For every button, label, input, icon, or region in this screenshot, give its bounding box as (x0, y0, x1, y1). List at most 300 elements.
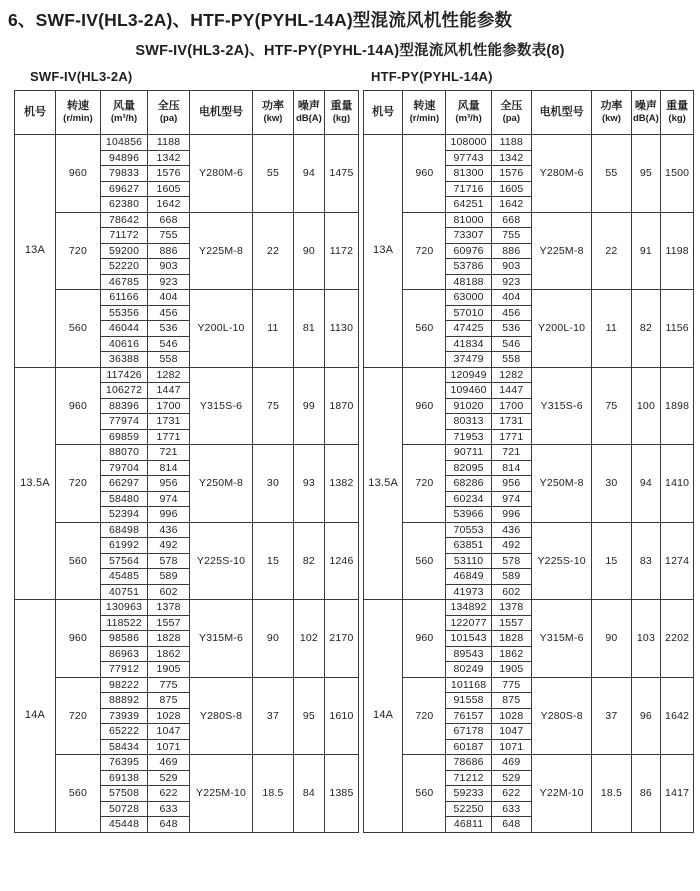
col-header-power: 功率 (kw) (253, 91, 294, 135)
weight-cell: 1274 (661, 522, 694, 600)
pressure-cell: 923 (491, 274, 531, 290)
pressure-cell: 1047 (148, 724, 190, 740)
airflow-cell: 122077 (446, 615, 491, 631)
airflow-cell: 58480 (100, 491, 147, 507)
airflow-cell: 89543 (446, 646, 491, 662)
data-row (15, 367, 359, 383)
airflow-cell: 98222 (100, 677, 147, 693)
motor-model-cell: Y225M-8 (531, 212, 591, 290)
data-row (15, 755, 359, 771)
pressure-cell: 1342 (491, 150, 531, 166)
pressure-cell: 1862 (491, 646, 531, 662)
airflow-cell: 40751 (100, 584, 147, 600)
noise-cell: 95 (631, 135, 661, 213)
airflow-cell: 86963 (100, 646, 147, 662)
motor-model-cell: Y280S-8 (531, 677, 591, 755)
weight-cell: 1198 (661, 212, 694, 290)
airflow-cell: 106272 (100, 383, 147, 399)
airflow-cell: 46849 (446, 569, 491, 585)
pressure-cell: 1700 (148, 398, 190, 414)
pressure-cell: 1828 (148, 631, 190, 647)
pressure-cell: 1342 (148, 150, 190, 166)
pressure-cell: 1731 (148, 414, 190, 430)
pressure-cell: 1576 (491, 166, 531, 182)
weight-cell: 1642 (661, 677, 694, 755)
power-cell: 75 (592, 367, 631, 445)
pressure-cell: 589 (148, 569, 190, 585)
pressure-cell: 1862 (148, 646, 190, 662)
airflow-cell: 59200 (100, 243, 147, 259)
pressure-cell: 602 (491, 584, 531, 600)
motor-model-cell: Y22M-10 (531, 755, 591, 833)
airflow-cell: 57508 (100, 786, 147, 802)
airflow-cell: 65222 (100, 724, 147, 740)
motor-model-cell: Y225S-10 (190, 522, 253, 600)
pressure-cell: 1905 (491, 662, 531, 678)
airflow-cell: 53110 (446, 553, 491, 569)
airflow-cell: 73307 (446, 228, 491, 244)
pressure-cell: 1282 (148, 367, 190, 383)
pressure-cell: 1378 (491, 600, 531, 616)
speed-cell: 960 (403, 135, 446, 213)
pressure-cell: 536 (148, 321, 190, 337)
airflow-cell: 52250 (446, 801, 491, 817)
airflow-cell: 94896 (100, 150, 147, 166)
airflow-cell: 60234 (446, 491, 491, 507)
noise-cell: 83 (631, 522, 661, 600)
pressure-cell: 436 (491, 522, 531, 538)
airflow-cell: 46044 (100, 321, 147, 337)
pressure-cell: 668 (491, 212, 531, 228)
power-cell: 90 (592, 600, 631, 678)
data-row (364, 755, 694, 771)
weight-cell: 1156 (661, 290, 694, 368)
motor-model-cell: Y225S-10 (531, 522, 591, 600)
airflow-cell: 108000 (446, 135, 491, 151)
power-cell: 15 (253, 522, 294, 600)
data-row (364, 445, 694, 461)
pressure-cell: 1828 (491, 631, 531, 647)
pressure-cell: 633 (491, 801, 531, 817)
airflow-cell: 78686 (446, 755, 491, 771)
pressure-cell: 456 (148, 305, 190, 321)
motor-model-cell: Y280S-8 (190, 677, 253, 755)
airflow-cell: 104856 (100, 135, 147, 151)
airflow-cell: 91020 (446, 398, 491, 414)
col-header-model: 机号 (364, 91, 403, 135)
pressure-cell: 1557 (491, 615, 531, 631)
pressure-cell: 903 (148, 259, 190, 275)
airflow-cell: 118522 (100, 615, 147, 631)
data-row (364, 212, 694, 228)
speed-cell: 960 (55, 600, 100, 678)
weight-cell: 1172 (324, 212, 358, 290)
airflow-cell: 60187 (446, 739, 491, 755)
weight-cell: 1382 (324, 445, 358, 523)
pressure-cell: 536 (491, 321, 531, 337)
pressure-cell: 589 (491, 569, 531, 585)
power-cell: 90 (253, 600, 294, 678)
power-cell: 18.5 (592, 755, 631, 833)
motor-model-cell: Y315M-6 (531, 600, 591, 678)
pressure-cell: 469 (491, 755, 531, 771)
noise-cell: 96 (631, 677, 661, 755)
airflow-cell: 46811 (446, 817, 491, 833)
speed-cell: 720 (403, 212, 446, 290)
motor-model-cell: Y280M-6 (190, 135, 253, 213)
right-table-section (363, 69, 694, 833)
pressure-cell: 1447 (491, 383, 531, 399)
motor-model-cell: Y200L-10 (190, 290, 253, 368)
airflow-cell: 67178 (446, 724, 491, 740)
airflow-cell: 60976 (446, 243, 491, 259)
data-row (364, 367, 694, 383)
fan-model-cell: 14A (364, 600, 403, 833)
speed-cell: 720 (403, 445, 446, 523)
col-header-pressure: 全压 (pa) (148, 91, 190, 135)
airflow-cell: 41973 (446, 584, 491, 600)
pressure-cell: 886 (148, 243, 190, 259)
airflow-cell: 48188 (446, 274, 491, 290)
pressure-cell: 1771 (148, 429, 190, 445)
airflow-cell: 41834 (446, 336, 491, 352)
airflow-cell: 73939 (100, 708, 147, 724)
data-row (15, 677, 359, 693)
pressure-cell: 622 (491, 786, 531, 802)
weight-cell: 1475 (324, 135, 358, 213)
pressure-cell: 956 (491, 476, 531, 492)
power-cell: 75 (253, 367, 294, 445)
power-cell: 37 (592, 677, 631, 755)
pressure-cell: 469 (148, 755, 190, 771)
airflow-cell: 81000 (446, 212, 491, 228)
speed-cell: 720 (55, 445, 100, 523)
airflow-cell: 53966 (446, 507, 491, 523)
pressure-cell: 546 (148, 336, 190, 352)
fan-model-cell: 13A (15, 135, 56, 368)
speed-cell: 560 (55, 522, 100, 600)
pressure-cell: 974 (148, 491, 190, 507)
pressure-cell: 602 (148, 584, 190, 600)
airflow-cell: 63000 (446, 290, 491, 306)
page-subtitle: SWF-IV(HL3-2A)、HTF-PY(PYHL-14A)型混流风机性能参数表(8) (135, 43, 565, 59)
weight-cell: 1870 (324, 367, 358, 445)
col-header-motor: 电机型号 (531, 91, 591, 135)
airflow-cell: 63851 (446, 538, 491, 554)
weight-cell: 1385 (324, 755, 358, 833)
pressure-cell: 755 (491, 228, 531, 244)
airflow-cell: 76157 (446, 708, 491, 724)
col-header-noise: 噪声 dB(A) (293, 91, 324, 135)
pressure-cell: 903 (491, 259, 531, 275)
airflow-cell: 64251 (446, 197, 491, 213)
fan-model-cell: 13.5A (364, 367, 403, 600)
power-cell: 30 (592, 445, 631, 523)
airflow-cell: 76395 (100, 755, 147, 771)
col-header-model: 机号 (15, 91, 56, 135)
airflow-cell: 58434 (100, 739, 147, 755)
left-table-label: SWF-IV(HL3-2A) (30, 69, 133, 84)
noise-cell: 84 (293, 755, 324, 833)
pressure-cell: 1047 (491, 724, 531, 740)
airflow-cell: 36388 (100, 352, 147, 368)
pressure-cell: 775 (148, 677, 190, 693)
data-row (15, 135, 359, 151)
airflow-cell: 98586 (100, 631, 147, 647)
col-header-airflow: 风量 (m³/h) (446, 91, 491, 135)
pressure-cell: 996 (148, 507, 190, 523)
speed-cell: 960 (403, 367, 446, 445)
power-cell: 55 (592, 135, 631, 213)
motor-model-cell: Y200L-10 (531, 290, 591, 368)
pressure-cell: 1447 (148, 383, 190, 399)
pressure-cell: 648 (491, 817, 531, 833)
airflow-cell: 130963 (100, 600, 147, 616)
pressure-cell: 1378 (148, 600, 190, 616)
data-row (364, 600, 694, 616)
speed-cell: 560 (55, 755, 100, 833)
pressure-cell: 668 (148, 212, 190, 228)
pressure-cell: 622 (148, 786, 190, 802)
weight-cell: 1410 (661, 445, 694, 523)
noise-cell: 81 (293, 290, 324, 368)
speed-cell: 960 (55, 135, 100, 213)
motor-model-cell: Y280M-6 (531, 135, 591, 213)
airflow-cell: 55356 (100, 305, 147, 321)
pressure-cell: 875 (491, 693, 531, 709)
airflow-cell: 91558 (446, 693, 491, 709)
power-cell: 11 (253, 290, 294, 368)
weight-cell: 2202 (661, 600, 694, 678)
airflow-cell: 82095 (446, 460, 491, 476)
airflow-cell: 79833 (100, 166, 147, 182)
weight-cell: 1500 (661, 135, 694, 213)
col-header-motor: 电机型号 (190, 91, 253, 135)
pressure-cell: 648 (148, 817, 190, 833)
airflow-cell: 46785 (100, 274, 147, 290)
motor-model-cell: Y250M-8 (531, 445, 591, 523)
pressure-cell: 721 (148, 445, 190, 461)
power-cell: 18.5 (253, 755, 294, 833)
pressure-cell: 1188 (491, 135, 531, 151)
pressure-cell: 775 (491, 677, 531, 693)
pressure-cell: 404 (491, 290, 531, 306)
power-cell: 11 (592, 290, 631, 368)
right-table-label: HTF-PY(PYHL-14A) (371, 69, 493, 84)
pressure-cell: 1028 (491, 708, 531, 724)
data-row (364, 677, 694, 693)
airflow-cell: 77974 (100, 414, 147, 430)
airflow-cell: 57564 (100, 553, 147, 569)
airflow-cell: 71716 (446, 181, 491, 197)
header-row (364, 91, 694, 135)
data-row (15, 522, 359, 538)
pressure-cell: 996 (491, 507, 531, 523)
airflow-cell: 45448 (100, 817, 147, 833)
pressure-cell: 814 (148, 460, 190, 476)
airflow-cell: 134892 (446, 600, 491, 616)
noise-cell: 90 (293, 212, 324, 290)
airflow-cell: 97743 (446, 150, 491, 166)
pressure-cell: 1282 (491, 367, 531, 383)
weight-cell: 1610 (324, 677, 358, 755)
pressure-cell: 1771 (491, 429, 531, 445)
airflow-cell: 62380 (100, 197, 147, 213)
power-cell: 22 (253, 212, 294, 290)
airflow-cell: 79704 (100, 460, 147, 476)
pressure-cell: 956 (148, 476, 190, 492)
speed-cell: 720 (403, 677, 446, 755)
pressure-cell: 721 (491, 445, 531, 461)
power-cell: 55 (253, 135, 294, 213)
airflow-cell: 71172 (100, 228, 147, 244)
airflow-cell: 66297 (100, 476, 147, 492)
pressure-cell: 578 (491, 553, 531, 569)
pressure-cell: 814 (491, 460, 531, 476)
weight-cell: 2170 (324, 600, 358, 678)
weight-cell: 1417 (661, 755, 694, 833)
airflow-cell: 61166 (100, 290, 147, 306)
airflow-cell: 37479 (446, 352, 491, 368)
speed-cell: 720 (55, 212, 100, 290)
airflow-cell: 45485 (100, 569, 147, 585)
pressure-cell: 558 (491, 352, 531, 368)
pressure-cell: 1905 (148, 662, 190, 678)
tables-row (0, 69, 700, 833)
pressure-cell: 1700 (491, 398, 531, 414)
airflow-cell: 40616 (100, 336, 147, 352)
pressure-cell: 1028 (148, 708, 190, 724)
pressure-cell: 578 (148, 553, 190, 569)
htf-py-performance-table (363, 90, 694, 833)
noise-cell: 94 (631, 445, 661, 523)
speed-cell: 560 (55, 290, 100, 368)
col-header-speed: 转速 (r/min) (55, 91, 100, 135)
speed-cell: 560 (403, 522, 446, 600)
pressure-cell: 923 (148, 274, 190, 290)
pressure-cell: 492 (491, 538, 531, 554)
data-row (364, 290, 694, 306)
power-cell: 30 (253, 445, 294, 523)
airflow-cell: 80249 (446, 662, 491, 678)
airflow-cell: 78642 (100, 212, 147, 228)
data-row (15, 600, 359, 616)
pressure-cell: 633 (148, 801, 190, 817)
power-cell: 15 (592, 522, 631, 600)
airflow-cell: 81300 (446, 166, 491, 182)
weight-cell: 1898 (661, 367, 694, 445)
airflow-cell: 57010 (446, 305, 491, 321)
data-row (15, 290, 359, 306)
airflow-cell: 117426 (100, 367, 147, 383)
airflow-cell: 53786 (446, 259, 491, 275)
noise-cell: 103 (631, 600, 661, 678)
noise-cell: 93 (293, 445, 324, 523)
col-header-power: 功率 (kw) (592, 91, 631, 135)
pressure-cell: 558 (148, 352, 190, 368)
airflow-cell: 61992 (100, 538, 147, 554)
airflow-cell: 88396 (100, 398, 147, 414)
airflow-cell: 52220 (100, 259, 147, 275)
pressure-cell: 1576 (148, 166, 190, 182)
pressure-cell: 1557 (148, 615, 190, 631)
airflow-cell: 50728 (100, 801, 147, 817)
noise-cell: 82 (293, 522, 324, 600)
pressure-cell: 546 (491, 336, 531, 352)
airflow-cell: 71212 (446, 770, 491, 786)
data-row (364, 522, 694, 538)
pressure-cell: 974 (491, 491, 531, 507)
fan-model-cell: 14A (15, 600, 56, 833)
pressure-cell: 1731 (491, 414, 531, 430)
pressure-cell: 1605 (491, 181, 531, 197)
airflow-cell: 88070 (100, 445, 147, 461)
pressure-cell: 492 (148, 538, 190, 554)
speed-cell: 960 (403, 600, 446, 678)
airflow-cell: 77912 (100, 662, 147, 678)
col-header-airflow: 风量 (m³/h) (100, 91, 147, 135)
pressure-cell: 529 (491, 770, 531, 786)
power-cell: 37 (253, 677, 294, 755)
weight-cell: 1246 (324, 522, 358, 600)
motor-model-cell: Y315S-6 (531, 367, 591, 445)
noise-cell: 86 (631, 755, 661, 833)
pressure-cell: 1188 (148, 135, 190, 151)
speed-cell: 720 (55, 677, 100, 755)
noise-cell: 95 (293, 677, 324, 755)
power-cell: 22 (592, 212, 631, 290)
fan-model-cell: 13A (364, 135, 403, 368)
airflow-cell: 88892 (100, 693, 147, 709)
airflow-cell: 71953 (446, 429, 491, 445)
data-row (364, 135, 694, 151)
motor-model-cell: Y250M-8 (190, 445, 253, 523)
pressure-cell: 436 (148, 522, 190, 538)
pressure-cell: 404 (148, 290, 190, 306)
col-header-noise: 噪声 dB(A) (631, 91, 661, 135)
motor-model-cell: Y315S-6 (190, 367, 253, 445)
airflow-cell: 47425 (446, 321, 491, 337)
left-table-section (14, 69, 359, 833)
noise-cell: 91 (631, 212, 661, 290)
airflow-cell: 90711 (446, 445, 491, 461)
noise-cell: 100 (631, 367, 661, 445)
pressure-cell: 886 (491, 243, 531, 259)
airflow-cell: 101168 (446, 677, 491, 693)
pressure-cell: 1071 (148, 739, 190, 755)
airflow-cell: 70553 (446, 522, 491, 538)
pressure-cell: 1642 (491, 197, 531, 213)
airflow-cell: 68286 (446, 476, 491, 492)
noise-cell: 94 (293, 135, 324, 213)
weight-cell: 1130 (324, 290, 358, 368)
col-header-weight: 重量 (kg) (661, 91, 694, 135)
airflow-cell: 69859 (100, 429, 147, 445)
airflow-cell: 59233 (446, 786, 491, 802)
pressure-cell: 1605 (148, 181, 190, 197)
noise-cell: 99 (293, 367, 324, 445)
motor-model-cell: Y315M-6 (190, 600, 253, 678)
pressure-cell: 875 (148, 693, 190, 709)
pressure-cell: 755 (148, 228, 190, 244)
speed-cell: 560 (403, 290, 446, 368)
airflow-cell: 69627 (100, 181, 147, 197)
page-title: 6、SWF-IV(HL3-2A)、HTF-PY(PYHL-14A)型混流风机性能参数 (8, 10, 513, 30)
fan-model-cell: 13.5A (15, 367, 56, 600)
data-row (15, 445, 359, 461)
pressure-cell: 529 (148, 770, 190, 786)
noise-cell: 82 (631, 290, 661, 368)
